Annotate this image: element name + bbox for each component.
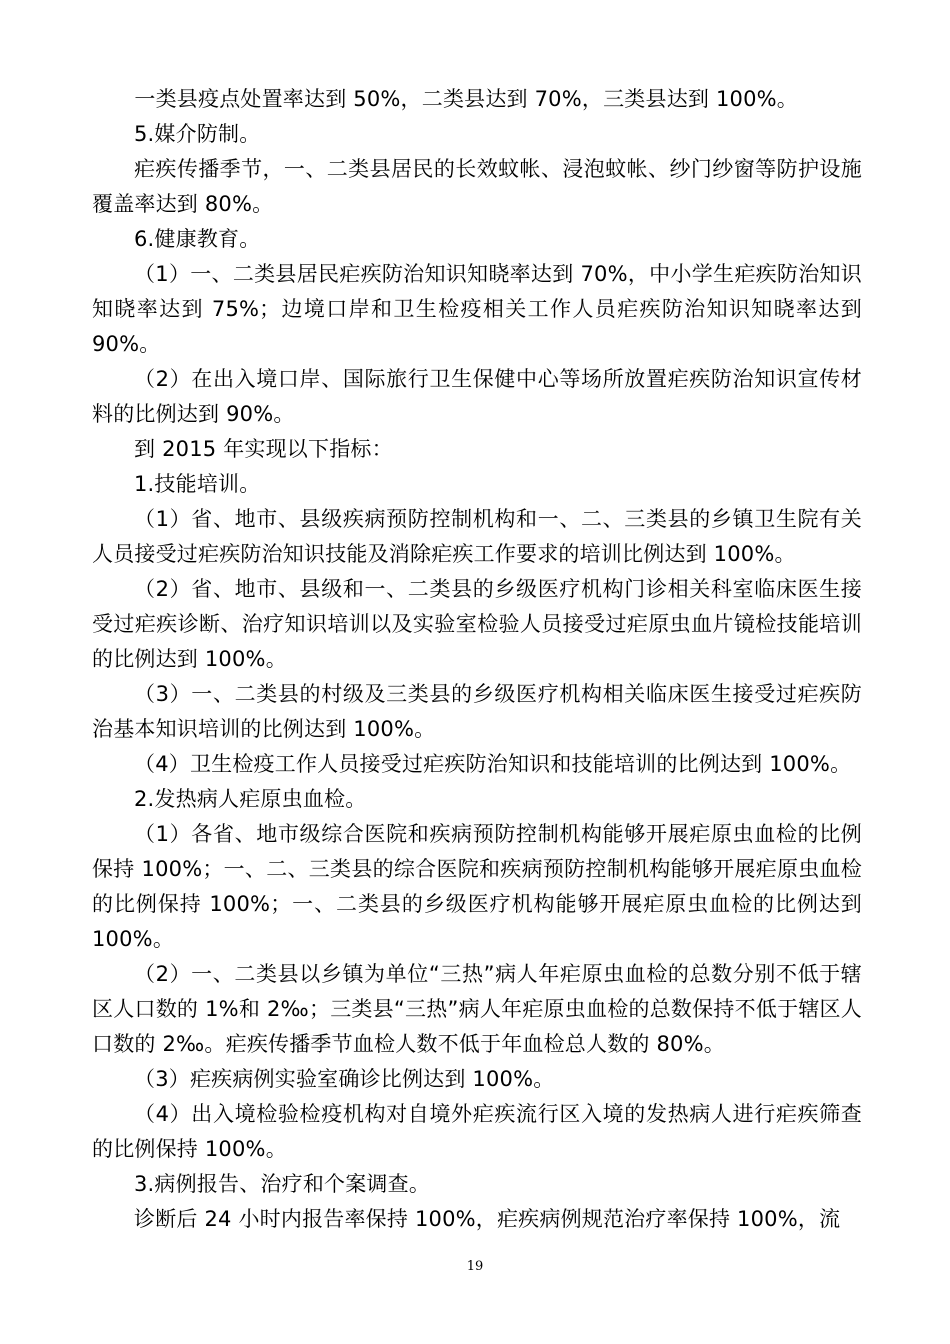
paragraph: （4）卫生检疫工作人员接受过疟疾防治知识和技能培训的比例达到 100%。	[134, 752, 852, 776]
page-number: 19	[466, 1259, 484, 1274]
paragraph: 6.健康教育。	[134, 227, 261, 251]
paragraph: 疟疾传播季节，一、二类县居民的长效蚊帐、浸泡蚊帐、纱门纱窗等防护设施覆盖率达到 80%。	[92, 157, 862, 216]
paragraph: 5.媒介防制。	[134, 122, 261, 146]
paragraph: 1.技能培训。	[134, 472, 261, 496]
paragraph: 一类县疫点处置率达到 50%，二类县达到 70%，三类县达到 100%。	[92, 87, 799, 111]
document-body	[92, 82, 862, 1237]
paragraph: （2）在出入境口岸、国际旅行卫生保健中心等场所放置疟疾防治知识宣传材料的比例达到 90%。	[92, 367, 862, 426]
paragraph: （1）一、二类县居民疟疾防治知识知晓率达到 70%，中小学生疟疾防治知识知晓率达到 75%；边境口岸和卫生检疫相关工作人员疟疾防治知识知晓率达到 90%。	[92, 262, 862, 356]
paragraph: （2）省、地市、县级和一、二类县的乡级医疗机构门诊相关科室临床医生接受过疟疾诊断、治疗知识培训以及实验室检验人员接受过疟原虫血片镜检技能培训的比例达到 100%。	[92, 577, 862, 671]
paragraph: （1）省、地市、县级疾病预防控制机构和一、二、三类县的乡镇卫生院有关人员接受过疟疾防治知识技能及消除疟疾工作要求的培训比例达到 100%。	[92, 507, 862, 566]
paragraph: 3.病例报告、治疗和个案调查。	[134, 1172, 431, 1196]
paragraph: （2）一、二类县以乡镇为单位“三热”病人年疟原虫血检的总数分别不低于辖区人口数的 1%和 2‰；三类县“三热”病人年疟原虫血检的总数保持不低于辖区人口数的 2‰。疟疾传播季节血检人数不低于年血检总人数的 80%。	[92, 962, 862, 1056]
paragraph: 到 2015 年实现以下指标：	[134, 437, 393, 461]
paragraph: （3）一、二类县的村级及三类县的乡级医疗机构相关临床医生接受过疟疾防治基本知识培训的比例达到 100%。	[92, 682, 862, 741]
paragraph: 诊断后 24 小时内报告率保持 100%，疟疾病例规范治疗率保持 100%，流	[134, 1207, 841, 1231]
paragraph: 2.发热病人疟原虫血检。	[134, 787, 367, 811]
paragraph: （1）各省、地市级综合医院和疾病预防控制机构能够开展疟原虫血检的比例保持 100%；一、二、三类县的综合医院和疾病预防控制机构能够开展疟原虫血检的比例保持 100%；一、二类县的乡级医疗机构能够开展疟原虫血检的比例达到 100%。	[92, 822, 862, 951]
paragraph: （4）出入境检验检疫机构对自境外疟疾流行区入境的发热病人进行疟疾筛查的比例保持 100%。	[92, 1102, 862, 1161]
paragraph: （3）疟疾病例实验室确诊比例达到 100%。	[134, 1067, 555, 1091]
